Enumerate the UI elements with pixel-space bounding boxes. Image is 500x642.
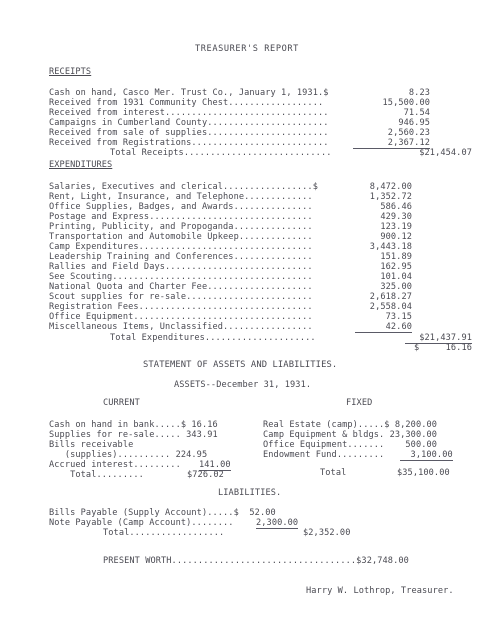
expenditure-label: National Quota and Charter Fee.................... — [49, 282, 313, 292]
receipt-amount: 946.95 — [398, 118, 430, 128]
receipt-label: Received from sale of supplies....................... — [49, 128, 329, 138]
receipt-label: Cash on hand, Casco Mer. Trust Co., January 1, 1931.$ — [49, 88, 329, 98]
liability-line: Note Payable (Camp Account)........ — [49, 518, 234, 528]
total-expenditures-amount: $21,437.91 — [405, 333, 472, 344]
expenditure-amount: 2,618.27 — [369, 292, 412, 302]
treasurer-signature: Harry W. Lothrop, Treasurer. — [306, 586, 454, 596]
receipt-amount: 71.54 — [403, 108, 430, 118]
fixed-asset-line: Office Equipment....... 500.00 — [263, 440, 438, 450]
expenditure-amount: 8,472.00 — [369, 182, 412, 192]
fixed-asset-line: Real Estate (camp).....$ 8,200.00 — [263, 420, 438, 430]
liabilities-total-label: Total.................. — [103, 528, 225, 538]
expenditure-label: Office Equipment.................................. — [49, 312, 313, 322]
current-heading: CURRENT — [103, 398, 140, 408]
current-asset-line: Supplies for re-sale..... 343.91 — [49, 430, 218, 440]
current-asset-line: Bills receivable — [49, 440, 134, 450]
expenditure-amount: 123.19 — [380, 222, 412, 232]
total-receipts-amount: $21,454.07 — [419, 148, 472, 158]
receipt-label: Received from 1931 Community Chest.................. — [49, 98, 324, 108]
current-asset-line: Cash on hand in bank.....$ 16.16 — [49, 420, 218, 430]
expenditure-amount: 73.15 — [385, 312, 412, 322]
expenditure-amount: 101.04 — [380, 272, 412, 282]
receipt-label: Received from interest............................... — [49, 108, 329, 118]
receipt-label: Campaigns in Cumberland County....................... — [49, 118, 329, 128]
expenditures-heading: EXPENDITURES — [49, 160, 113, 170]
fixed-asset-line: Endowment Fund......... — [263, 450, 385, 460]
endowment-amount: 3,100.00 — [400, 450, 453, 460]
expenditure-label: Transportation and Automobile Upkeep.............. — [49, 232, 313, 242]
receipt-label: Received from Registrations.......................... — [49, 138, 329, 148]
expenditure-label: Printing, Publicity, and Propoganda............... — [49, 222, 313, 232]
current-asset-line: Accrued interest......... — [49, 460, 181, 470]
fixed-total-amount: $35,100.00 — [397, 468, 450, 478]
receipt-amount: 8.23 — [408, 88, 430, 98]
accrued-interest-amount: 141.00 — [199, 460, 231, 470]
current-asset-line: (supplies).......... 224.95 — [49, 450, 208, 460]
expenditure-label: Office Supplies, Badges, and Awards............... — [49, 202, 313, 212]
expenditure-amount: 3,443.18 — [369, 242, 412, 252]
expenditure-amount: 151.89 — [380, 252, 412, 262]
assets-subtitle: ASSETS--December 31, 1931. — [174, 380, 312, 390]
fixed-asset-line: Camp Equipment & bldgs. 23,300.00 — [263, 430, 438, 440]
expenditure-amount: 325.00 — [380, 282, 412, 292]
statement-title: STATEMENT OF ASSETS AND LIABILITIES. — [143, 360, 338, 370]
balance-amount: $ 16.16 — [413, 343, 472, 353]
current-total-label: Total......... — [49, 470, 144, 480]
receipt-amount: 2,367.12 — [353, 138, 430, 149]
fixed-total-label: Total — [320, 468, 347, 478]
expenditure-label: Miscellaneous Items, Unclassified................. — [49, 322, 313, 332]
total-receipts-label: Total Receipts............................ — [110, 148, 332, 158]
expenditure-label: See Scouting...................................... — [49, 272, 313, 282]
liabilities-total-amount: $2,352.00 — [303, 528, 351, 538]
liability-line: Bills Payable (Supply Account).....$ 52.00 — [49, 508, 276, 518]
receipt-amount: 2,560.23 — [387, 128, 430, 138]
expenditure-label: Camp Expenditures................................. — [49, 242, 313, 252]
liabilities-heading: LIABILITIES. — [218, 488, 282, 498]
expenditure-label: Postage and Express............................... — [49, 212, 313, 222]
expenditure-amount: 900.12 — [380, 232, 412, 242]
expenditure-amount: 42.60 — [355, 322, 412, 333]
expenditure-label: Scout supplies for re-sale........................ — [49, 292, 313, 302]
receipt-amount: 15,500.00 — [382, 98, 430, 108]
receipts-heading: RECEIPTS — [49, 67, 92, 77]
expenditure-label: Leadership Training and Conferences............... — [49, 252, 313, 262]
expenditure-amount: 586.46 — [380, 202, 412, 212]
report-title: TREASURER'S REPORT — [195, 44, 299, 54]
expenditure-label: Salaries, Executives and clerical.................$ — [49, 182, 318, 192]
present-worth: PRESENT WORTH...................................$32,748.00 — [103, 556, 409, 566]
fixed-heading: FIXED — [346, 398, 373, 408]
expenditure-label: Rent, Light, Insurance, and Telephone............. — [49, 192, 313, 202]
expenditure-amount: 162.95 — [380, 262, 412, 272]
total-expenditures-label: Total Expenditures..................... — [110, 333, 316, 343]
note-payable-amount: 2,300.00 — [256, 518, 299, 528]
current-total-amount: $726.02 — [187, 470, 224, 480]
expenditure-amount: 2,558.04 — [369, 302, 412, 312]
expenditure-amount: 429.30 — [380, 212, 412, 222]
expenditure-amount: 1,352.72 — [369, 192, 412, 202]
expenditure-label: Registration Fees................................. — [49, 302, 313, 312]
expenditure-label: Rallies and Field Days............................ — [49, 262, 313, 272]
